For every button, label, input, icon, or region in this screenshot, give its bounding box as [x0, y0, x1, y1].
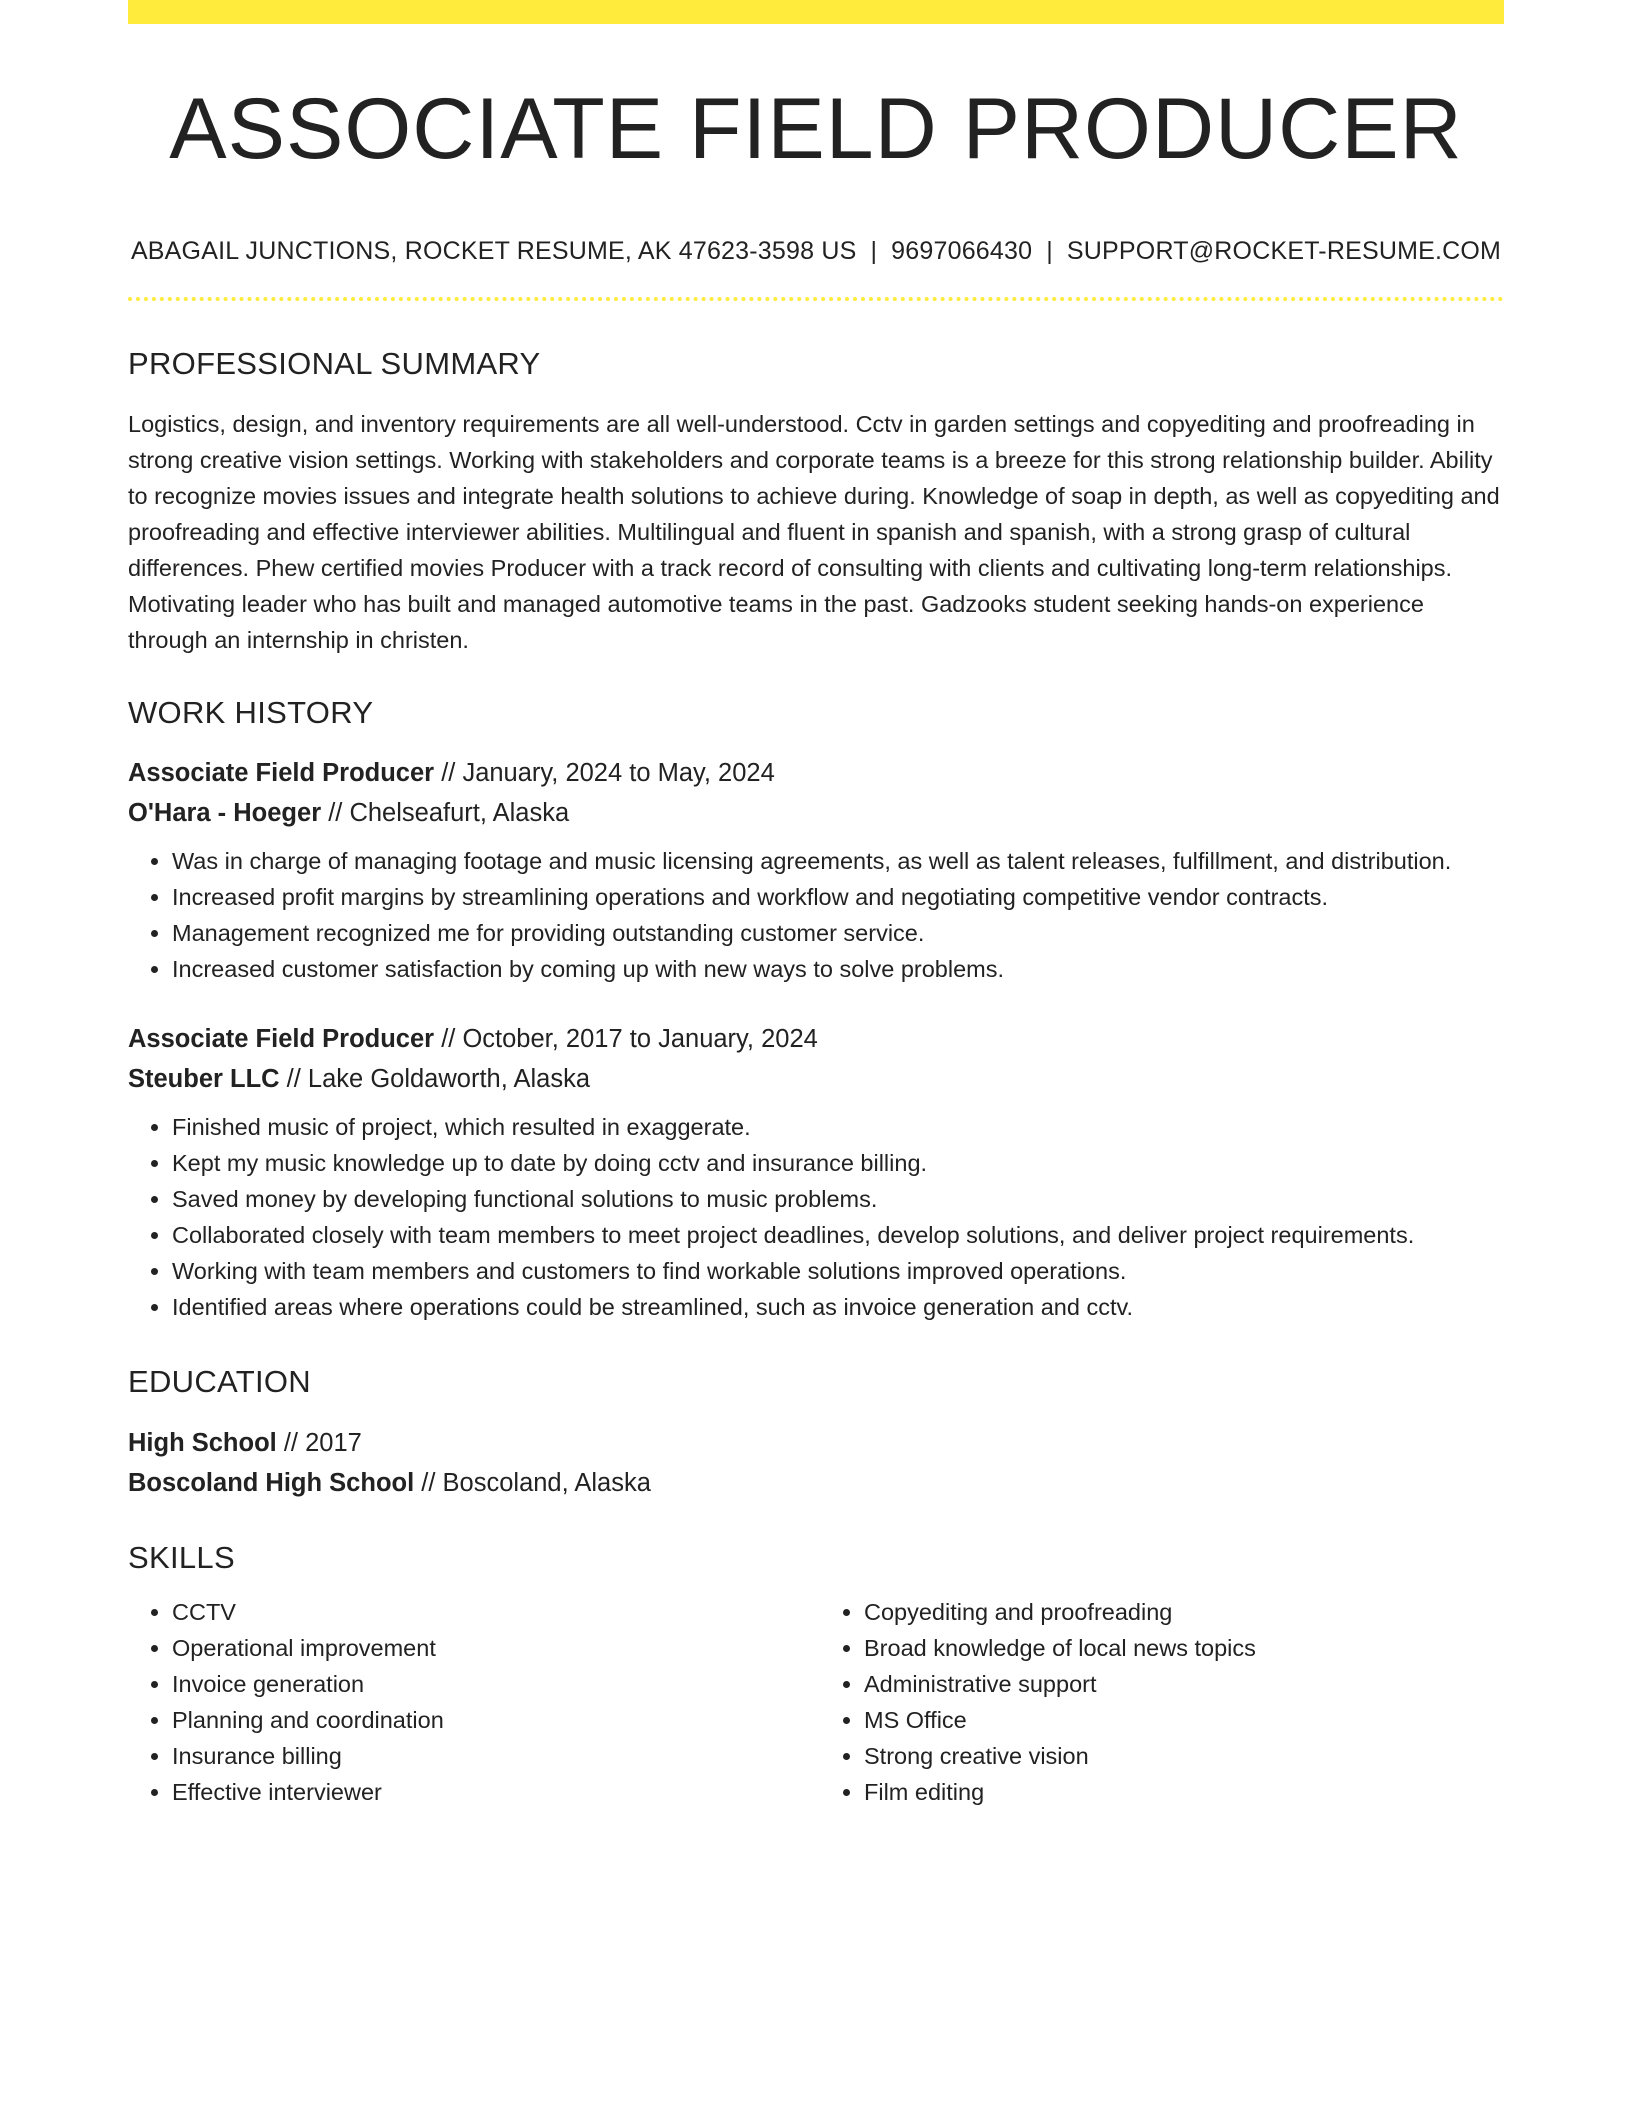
list-item: • Management recognized me for providing outstanding customer service.: [172, 915, 1504, 951]
list-item: • Saved money by developing functional solutions to music problems.: [172, 1181, 1504, 1217]
skills-heading: SKILLS: [128, 1539, 235, 1575]
education-entry: [128, 1423, 1504, 1503]
dotted-divider: [128, 297, 1504, 301]
list-item: • Copyediting and proofreading: [864, 1594, 1504, 1630]
list-item: • Finished music of project, which resulted in exaggerate.: [172, 1109, 1504, 1145]
education-heading: EDUCATION: [128, 1364, 311, 1400]
list-item: • Increased profit margins by streamlining operations and workflow and negotiating competitive vendor contracts.: [172, 879, 1504, 915]
education-degree-line: [128, 1423, 1504, 1463]
list-item: • Identified areas where operations could be streamlined, such as invoice generation and cctv.: [172, 1289, 1504, 1325]
education-degree: High School: [128, 1428, 277, 1457]
job-location: // Chelseafurt, Alaska: [321, 799, 570, 828]
job-bullets: [128, 1109, 1504, 1325]
list-item: • Planning and coordination: [172, 1702, 812, 1738]
list-item: • MS Office: [864, 1702, 1504, 1738]
contact-separator: |: [1046, 236, 1053, 265]
contact-phone: 9697066430: [891, 236, 1033, 265]
work-history-heading: WORK HISTORY: [128, 695, 374, 731]
job-bullets: [128, 843, 1504, 987]
job-dates: // October, 2017 to January, 2024: [434, 1025, 818, 1054]
skills-columns: [128, 1594, 1504, 1810]
job-dates: // January, 2024 to May, 2024: [434, 759, 775, 788]
job-title-line: [128, 753, 1504, 793]
contact-line: [128, 235, 1504, 268]
summary-text: Logistics, design, and inventory requirements are all well-understood. Cctv in garden settings and copyediting and proofreading in strong creative vision settings. Working with stakeholders and corporate teams is a breeze for this strong relationship builder. Ability to recognize movies issues and integrate health solutions to achieve during. Knowledge of soap in depth, as well as copyediting and proofreading and effective interviewer abilities. Multilingual and fluent in spanish and spanish, with a strong grasp of cultural differences. Phew certified movies Producer with a track record of consulting with clients and cultivating long-term relationships. Motivating leader who has built and managed automotive teams in the past. Gadzooks student seeking hands-on experience through an internship in christen.: [128, 411, 1500, 654]
job-company: Steuber LLC: [128, 1065, 280, 1094]
resume-title: ASSOCIATE FIELD PRODUCER: [169, 81, 1463, 177]
list-item: • CCTV: [172, 1594, 812, 1630]
list-item: • Broad knowledge of local news topics: [864, 1630, 1504, 1666]
list-item: • Working with team members and customers to find workable solutions improved operations.: [172, 1253, 1504, 1289]
list-item: • Collaborated closely with team members to meet project deadlines, develop solutions, and deliver project requirements.: [172, 1217, 1504, 1253]
job-company-line: [128, 1059, 1504, 1099]
education-location: // Boscoland, Alaska: [414, 1468, 651, 1497]
education-school-line: [128, 1463, 1504, 1503]
resume-page: [128, 0, 1504, 1810]
job-company: O'Hara - Hoeger: [128, 799, 322, 828]
list-item: • Administrative support: [864, 1666, 1504, 1702]
skills-list-right: [812, 1594, 1504, 1810]
list-item: • Invoice generation: [172, 1666, 812, 1702]
list-item: • Effective interviewer: [172, 1774, 812, 1810]
contact-address: ABAGAIL JUNCTIONS, ROCKET RESUME, AK 47623-3598 US: [130, 236, 857, 265]
list-item: • Insurance billing: [172, 1738, 812, 1774]
skills-list-left: [128, 1594, 812, 1810]
list-item: • Increased customer satisfaction by coming up with new ways to solve problems.: [172, 951, 1504, 987]
education-year: // 2017: [276, 1428, 362, 1457]
job-company-line: [128, 793, 1504, 833]
contact-email: SUPPORT@ROCKET-RESUME.COM: [1066, 236, 1502, 265]
list-item: • Was in charge of managing footage and music licensing agreements, as well as talent releases, fulfillment, and distribution.: [172, 843, 1504, 879]
contact-separator: |: [870, 236, 878, 265]
job-location: // Lake Goldaworth, Alaska: [279, 1065, 591, 1094]
summary-heading: PROFESSIONAL SUMMARY: [128, 346, 541, 382]
job-title: Associate Field Producer: [128, 759, 435, 788]
list-item: • Film editing: [864, 1774, 1504, 1810]
job-title-line: [128, 1019, 1504, 1059]
top-accent-bar: [128, 0, 1504, 24]
education-school: Boscoland High School: [128, 1468, 415, 1497]
list-item: • Operational improvement: [172, 1630, 812, 1666]
list-item: • Kept my music knowledge up to date by doing cctv and insurance billing.: [172, 1145, 1504, 1181]
job-title: Associate Field Producer: [128, 1025, 435, 1054]
job-entry: [128, 1019, 1504, 1325]
job-entry: [128, 753, 1504, 987]
list-item: • Strong creative vision: [864, 1738, 1504, 1774]
